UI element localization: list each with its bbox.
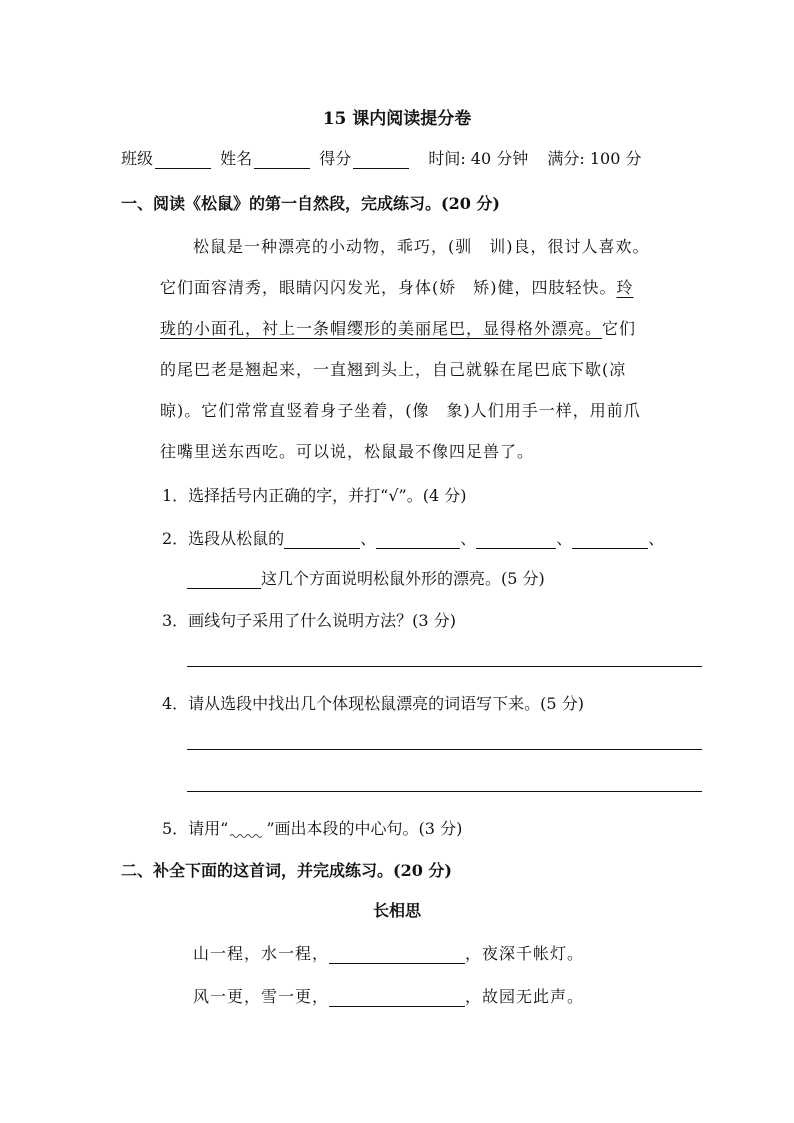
separator: 、 (360, 529, 377, 548)
passage-line-2 (160, 275, 634, 298)
passage-line-3-tail: 它们 (602, 319, 637, 338)
poem-blank-1[interactable] (329, 945, 465, 964)
separator: 、 (460, 529, 477, 548)
question-5 (162, 816, 462, 839)
poem-title: 长相思 (372, 901, 421, 920)
passage-line-1: 松鼠是一种漂亮的小动物，乖巧，(驯 训)良，很讨人喜欢。 (193, 237, 650, 256)
separator: 、 (648, 529, 665, 548)
passage-line-6: 往嘴里送东西吃。可以说，松鼠最不像四足兽了。 (160, 442, 535, 461)
question-2-prefix: 2．选段从松鼠的 (162, 529, 285, 548)
passage-line-3 (160, 316, 636, 339)
poem-line-1 (193, 941, 584, 964)
question-2 (162, 526, 664, 549)
section1-heading: 一、阅读《松鼠》的第一自然段，完成练习。(20 分) (121, 194, 500, 213)
separator: 、 (556, 529, 573, 548)
poem-line-2-pre: 风一更，雪一更， (193, 987, 330, 1006)
answer-blank-2c[interactable] (476, 530, 556, 549)
answer-line-4b[interactable] (187, 791, 702, 792)
poem-line-2 (193, 984, 584, 1007)
question-2-cont (187, 566, 545, 589)
question-2-suffix: 这几个方面说明松鼠外形的漂亮。(5 分) (261, 569, 545, 588)
question-1: 1．选择括号内正确的字，并打“√”。(4 分) (162, 486, 467, 505)
passage-line-5: 晾)。它们常常直竖着身子坐着，(像 象)人们用手一样，用前爪 (160, 401, 641, 420)
score-label: 得分 (319, 149, 352, 168)
question-3: 3．画线句子采用了什么说明方法？(3 分) (162, 611, 456, 630)
answer-blank-2a[interactable] (284, 530, 360, 549)
page-title: 15 课内阅读提分卷 (322, 109, 472, 129)
score-field[interactable] (353, 150, 409, 169)
student-info-row (121, 146, 641, 169)
question-5-suffix: ”画出本段的中心句。(3 分) (266, 819, 463, 838)
poem-line-2-post: ，故园无此声。 (465, 987, 585, 1006)
full-score-label: 满分: 100 分 (547, 149, 642, 168)
answer-blank-2b[interactable] (376, 530, 460, 549)
answer-blank-2d[interactable] (572, 530, 648, 549)
answer-line-3[interactable] (187, 666, 702, 667)
name-label: 姓名 (220, 149, 253, 168)
name-field[interactable] (254, 150, 310, 169)
passage-line-2-text: 它们面容清秀，眼睛闪闪发光，身体(娇 矫)健，四肢轻快。 (160, 278, 617, 297)
answer-line-4a[interactable] (187, 749, 702, 750)
class-label: 班级 (121, 149, 154, 168)
time-label: 时间: 40 分钟 (428, 149, 529, 168)
poem-line-1-post: ，夜深千帐灯。 (465, 944, 585, 963)
poem-line-1-pre: 山一程，水一程， (193, 944, 330, 963)
question-5-prefix: 5．请用“ (162, 819, 229, 838)
section2-heading: 二、补全下面的这首词，并完成练习。(20 分) (121, 861, 452, 880)
question-4: 4．请从选段中找出几个体现松鼠漂亮的词语写下来。(5 分) (162, 694, 584, 713)
poem-blank-2[interactable] (329, 988, 465, 1007)
class-field[interactable] (155, 150, 211, 169)
answer-blank-2e[interactable] (187, 570, 261, 589)
underlined-start: 玲 (616, 278, 634, 297)
underlined-sentence: 珑的小面孔，衬上一条帽缨形的美丽尾巴，显得格外漂亮。 (160, 319, 603, 338)
wavy-line-icon (228, 821, 266, 839)
passage-line-4: 的尾巴老是翘起来，一直翘到头上，自己就躲在尾巴底下歇(凉 (160, 360, 627, 379)
